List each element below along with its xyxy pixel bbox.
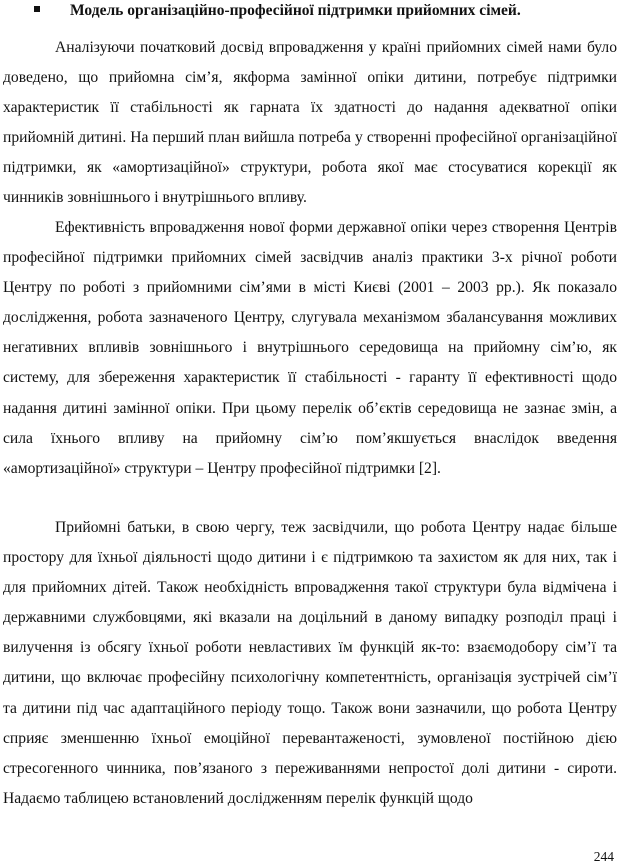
section-heading (34, 0, 521, 22)
bullet-square-icon (34, 6, 40, 12)
paragraph: Прийомні батьки, в свою чергу, теж засвідчили, що робота Центру надає більше простору для їхньої діяльності щодо дитини і є підтримкою та захистом як для них, так і для прийомних дітей. Також необхідність впровадження такої структури була відмічена і державними службовцями, які вказали на доцільний в даному випадку розподіл праці і вилучення із обсягу їхньої роботи невластивих їм функцій як-то: взаємодобору сім’ї та дитини, що включає професійну психологічну компетентність, організація зустрічей сім’ї та дитини під час адаптаційного періоду тощо. Також вони зазначили, що робота Центру сприяє зменшенню їхньої емоційної перевантаженості, зумовленої постійною дією стресогенного чинника, пов’язаного з переживаннями непростої долі дитини - сироти. Надаємо таблицею встановлений дослідженням перелік функцій щодо (3, 519, 617, 807)
paragraph: Ефективність впровадження нової форми державної опіки через створення Центрів професійної підтримки прийомних сімей засвідчив аналіз практики 3-х річної роботи Центру по роботі з прийомними сім’ями в місті Києві (2001 – 2003 рр.). Як показало дослідження, робота зазначеного Центру, слугувала механізмом збалансування можливих негативних впливів зовнішнього і внутрішнього середовища на прийомну сім’ю, як систему, для збереження характеристик її стабільності - гаранту її ефективності щодо надання дитині замінної опіки. При цьому перелік об’єктів середовища не зазнає змін, а сила їхнього впливу на прийомну сім’ю пом’якшується внаслідок введення «амортизаційної» структури – Центру професійної підтримки [2]. (3, 219, 617, 477)
paragraph: Аналізуючи початковий досвід впровадження у країні прийомних сімей нами було доведено, що прийомна сім’я, якформа замінної опіки дитини, потребує підтримки характеристик її стабільності як гарната їх здатності до надання адекватної опіки прийомній дитині. На перший план вийшла потреба у створенні професійної організаційної підтримки, як «амортизаційної» структури, робота якої має стосуватися корекції як чинників зовнішнього і внутрішнього впливу. (3, 39, 617, 207)
page-number: 244 (593, 849, 614, 864)
section-heading-text: Модель організаційно-професійної підтримки прийомних сімей. (70, 2, 521, 19)
